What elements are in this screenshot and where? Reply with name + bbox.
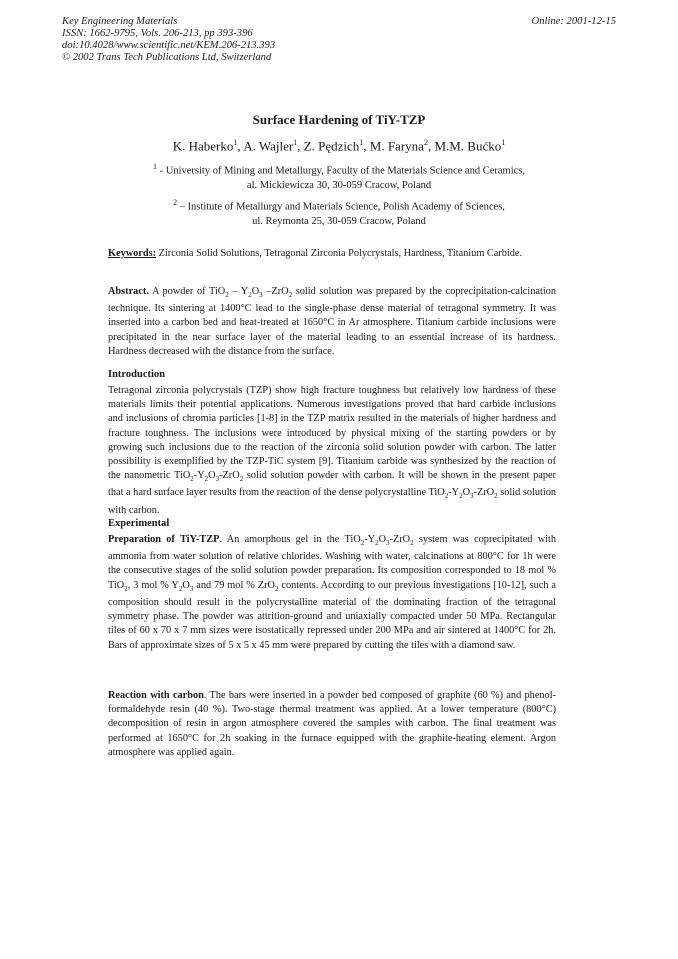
issn-line: ISSN: 1662-9795, Vols. 206-213, pp 393-396: [62, 28, 253, 39]
abstract: Abstract. A powder of $TiO_2 - Y_2O_3$ –ZrO$_2$ solid solution was prepared by the coprecipitation-calcination technique. Its sintering at 1400°C lead to the single-phase dense material of tetragonal symmetry. It was inserted into a carbon bed and heat-treated at 1650°C in Ar atmosphere. Titanium carbide inclusions were precipitated in the near surface layer of the material leading to an essential increase of its hardness. Hardness decreased with the distance from the surface.: [108, 286, 556, 357]
reaction-paragraph: Reaction with carbon. The bars were inserted in a powder bed composed of graphite (60 %) and phenol-formaldehyde resin (40 %). Two-stage thermal treatment was applied. At a lower temperature (800°C) decomposition of resin in argon atmosphere covered the samples with carbon. The final treatment was performed at 1650°C for 2h soaking in the furnace equipped with the graphite-heating element. Argon atmosphere was applied again.: [108, 690, 556, 758]
affiliation-2-address: ul. Reymonta 25, 30-059 Cracow, Poland: [252, 216, 426, 227]
author-list: K. Haberko$^1$, A. Wajler$^1$, Z. Pędzich$^1$, M. Faryna$^2$, M.M. Bućko$^1$: [172, 138, 506, 154]
affiliation-1-address: al. Mickiewicza 30, 30-059 Cracow, Poland: [246, 180, 432, 191]
affiliation-1: $^1$ - University of Mining and Metallurgy, Faculty of the Materials Science and Ceramics,: [153, 162, 525, 177]
introduction-text: Tetragonal zirconia polycrystals (TZP) show high fracture toughness but relatively low hardness of these materials limits their potential applications. Numerous investigations proved that hard carbide inclusions and inclusions of chromia particles [1-8] in the TZP matrix resulted in the materials of higher hardness and fracture toughness. The inclusions were introduced by physical mixing of the starting powders or by growing such inclusions due to the reaction of the zirconia solid solution powder with carbon. The latter possibility is exemplified by the TZP-TiC system [9]. Titanium carbide was synthesized by the reaction of the nanometric $TiO_2-Y_2O_3-ZrO_2$ solid solution powder with carbon. It will be shown in the present paper that a hard surface layer results from the reaction of the dense polycrystalline $TiO_2-Y_2O_3-ZrO_2$ solid solution with carbon.: [108, 385, 557, 516]
abstract-label: Abstract.: [108, 286, 149, 297]
journal-name: Key Engineering Materials: [62, 16, 178, 27]
author: M.M. Bućko: [434, 138, 502, 154]
keywords: [108, 247, 556, 261]
copyright-line: © 2002 Trans Tech Publications Ltd, Switzerland: [62, 52, 272, 63]
preparation-label: Preparation of TiY-TZP: [108, 534, 220, 545]
keywords-text: Zirconia Solid Solutions, Tetragonal Zirconia Polycrystals, Hardness, Titanium Carbide.: [158, 248, 523, 259]
online-date: Online: 2001-12-15: [531, 16, 616, 27]
author: M. Faryna: [369, 138, 424, 154]
keywords-label: Keywords:: [108, 248, 157, 259]
journal-header: [62, 16, 275, 64]
reaction-label: Reaction with carbon: [108, 690, 204, 701]
paper-title: Surface Hardening of TiY-TZP: [252, 112, 426, 127]
author: K. Haberko: [172, 138, 234, 154]
preparation-paragraph: Preparation of TiY-TZP. An amorphous gel in the $TiO_2-Y_2O_3-ZrO_2$ system was coprecipitated with ammonia from water solution of relative chlorides. Washing with water, calcinations at 800°C for 1h were the consecutive stages of the solid solution powder preparation. Its composition corresponded to 18 mol % TiO$_2$, 3 mol % $Y_2O_3$ and 79 mol % ZrO$_2$ contents. According to our previous investigations [10-12], such a composition should result in the polycrystalline material of the dominating fraction of the tetragonal symmetry phase. The powder was attrition-ground and uniaxially compacted under 50 MPa. Rectangular tiles of 60 x 70 x 7 mm sizes were isostatically repressed under 200 MPa and air sintered at 1400°C for 2h. Bars of approximate sizes of 5 x 5 x 45 mm were prepared by cutting the tiles with a diamond saw.: [108, 534, 556, 651]
affiliation-2: $^2$ – Institute of Metallurgy and Materials Science, Polish Academy of Sciences,: [173, 198, 505, 213]
doi-line[interactable]: doi:10.4028/www.scientific.net/KEM.206-213.393: [62, 40, 276, 51]
author: A. Wajler: [243, 138, 294, 154]
introduction-heading: Introduction: [108, 369, 165, 380]
experimental-heading: Experimental: [108, 518, 170, 529]
author: Z. Pędzich: [303, 138, 360, 154]
